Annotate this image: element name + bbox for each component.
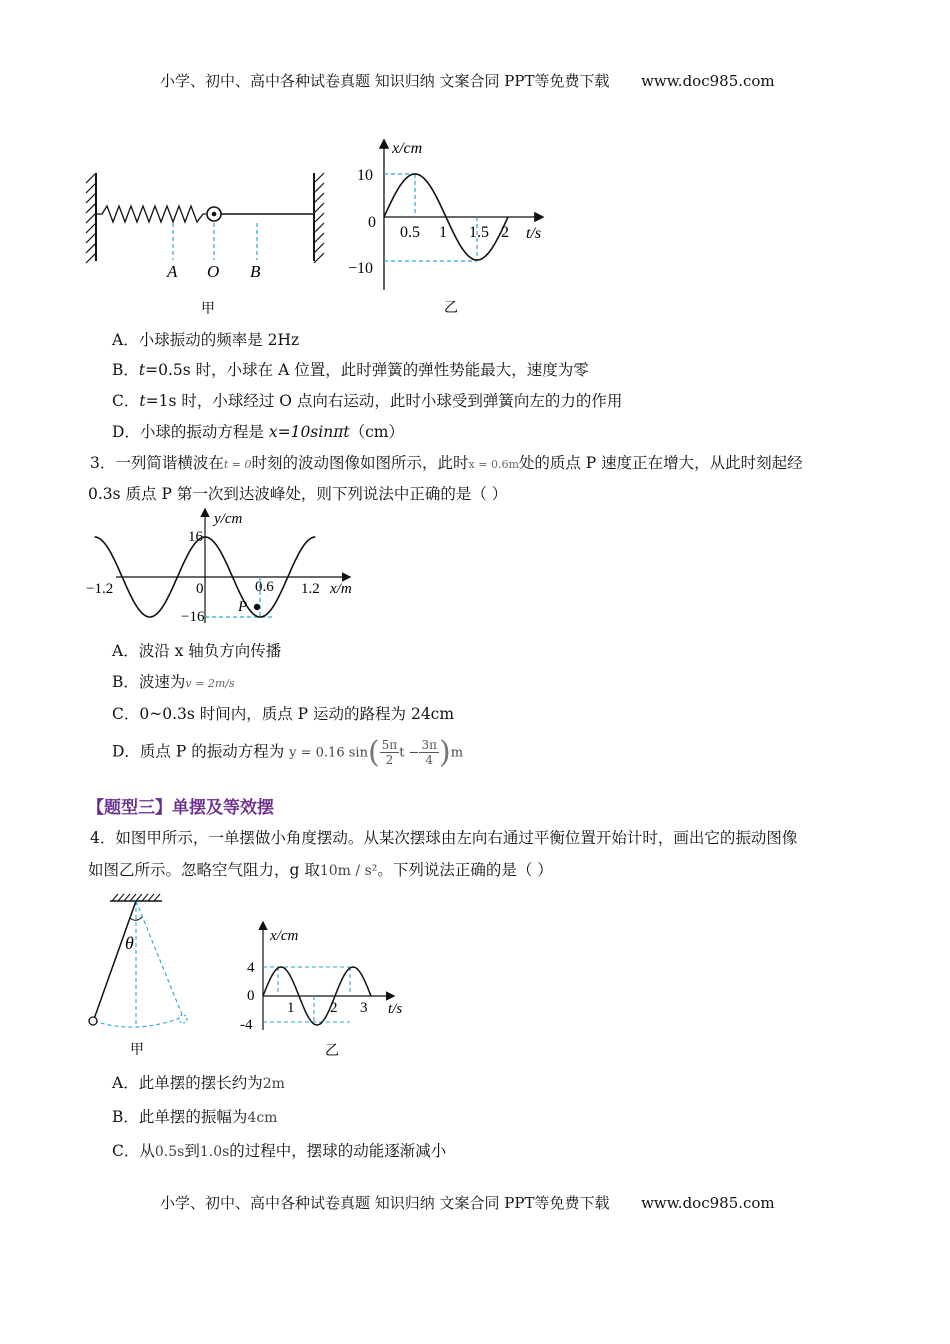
- label-A: A: [167, 262, 178, 281]
- ytick-10: 10: [357, 167, 373, 184]
- pendulum-figure: [82, 893, 202, 1063]
- q3-option-d: D．质点 P 的振动方程为 y = 0.16 sin( $\frac{5\pi}{2}$ t − $\frac{3\pi}{4}$ )m: [112, 735, 464, 770]
- q3-stem-line1: 3．一列简谐横波在t = 0时刻的波动图像如图所示，此时x = 0.6m处的质点 P 速度正在增大，从此时刻起经: [90, 454, 803, 472]
- spring: [96, 206, 206, 222]
- ytick-4: 4: [247, 960, 255, 976]
- ytick-16: 16: [188, 529, 203, 545]
- q3-option-c: C．0~0.3s 时间内，质点 P 运动的路程为 24cm: [112, 705, 455, 723]
- xtick-0.5: 0.5: [400, 224, 420, 241]
- q2-option-d: D．小球的振动方程是 x=10sinπt（cm）: [112, 423, 405, 441]
- q2-option-a: A．小球振动的频率是 2Hz: [112, 331, 300, 349]
- section-title: 【题型三】单摆及等效摆: [87, 798, 274, 818]
- caption-yi: 乙: [444, 300, 458, 316]
- header-text: 小学、初中、高中各种试卷真题 知识归纳 文案合同 PPT等免费下载: [160, 72, 610, 90]
- footer-url[interactable]: www.doc985.com: [641, 1194, 775, 1212]
- label-O: O: [207, 262, 220, 281]
- ytick-0: 0: [247, 988, 255, 1004]
- q4-stem-line2: 如图乙所示。忽略空气阻力，g 取10m / s²。下列说法正确的是（ ）: [88, 861, 553, 879]
- label-P: P: [238, 599, 248, 615]
- q3-option-a: A．波沿 x 轴负方向传播: [112, 642, 282, 660]
- theta-label: θ: [125, 933, 134, 953]
- ytick-neg10: −10: [348, 260, 374, 277]
- left-wall-hatch: [86, 173, 96, 263]
- q2-option-b: B．t=0.5s 时，小球在 A 位置，此时弹簧的弹性势能最大，速度为零: [112, 361, 589, 379]
- x-axis-label: t/s: [526, 225, 542, 242]
- xtick-0: 0: [196, 581, 204, 597]
- xtick-1.2: 1.2: [301, 581, 320, 597]
- q4-stem-line1: 4．如图甲所示，一单摆做小角度摆动。从某次摆球由左向右通过平衡位置开始计时，画出它的振动图像: [90, 829, 798, 847]
- xtick-2: 2: [501, 224, 509, 241]
- label-B: B: [250, 262, 261, 281]
- xtick-1: 1: [439, 224, 447, 241]
- spring-figure: [80, 168, 330, 323]
- right-wall-hatch: [314, 173, 324, 263]
- q3-option-b: B．波速为v = 2m/s: [112, 673, 235, 691]
- xtick-1: 1: [287, 1000, 295, 1016]
- xtick-3: 3: [360, 1000, 368, 1016]
- header-url[interactable]: www.doc985.com: [641, 72, 775, 90]
- y-axis-label: x/cm: [392, 140, 423, 157]
- xtick-1.5: 1.5: [469, 224, 489, 241]
- q2-option-c: C．t=1s 时，小球经过 O 点向右运动，此时小球受到弹簧向左的力的作用: [112, 392, 623, 410]
- ceiling-hatch: [112, 894, 160, 901]
- swing-arc: [94, 1017, 183, 1027]
- page-footer: [160, 1192, 775, 1213]
- wave-graph-q3: [84, 505, 369, 630]
- q4-option-b: B．此单摆的振幅为4cm: [112, 1108, 278, 1126]
- xtick-2: 2: [330, 1000, 338, 1016]
- xtick-0.6: 0.6: [255, 579, 274, 595]
- q4-option-a: A．此单摆的摆长约为2m: [112, 1074, 285, 1092]
- q3-stem-line2: 0.3s 质点 P 第一次到达波峰处，则下列说法中正确的是（ ）: [88, 485, 508, 503]
- ytick-neg16: −16: [181, 609, 205, 625]
- footer-text: 小学、初中、高中各种试卷真题 知识归纳 文案合同 PPT等免费下载: [160, 1194, 610, 1212]
- y-axis-label: y/cm: [214, 511, 243, 527]
- xt-graph-q2: [342, 135, 567, 320]
- xtick-neg1.2: −1.2: [86, 581, 114, 597]
- xt-graph-q4: [228, 918, 413, 1063]
- x-axis-label: x/m: [330, 581, 352, 597]
- point-P: [254, 604, 260, 610]
- ytick-0: 0: [368, 214, 376, 231]
- bob: [89, 1017, 97, 1025]
- caption-jia: 甲: [201, 301, 215, 317]
- q4-option-c: C．从0.5s到1.0s的过程中，摆球的动能逐渐减小: [112, 1142, 447, 1160]
- x-axis-label: t/s: [388, 1001, 403, 1017]
- page-header: [160, 70, 775, 91]
- caption-jia: 甲: [130, 1042, 144, 1058]
- caption-yi: 乙: [325, 1043, 339, 1059]
- ytick-neg4: -4: [240, 1017, 253, 1033]
- y-axis-label: x/cm: [270, 928, 299, 944]
- string: [94, 901, 136, 1019]
